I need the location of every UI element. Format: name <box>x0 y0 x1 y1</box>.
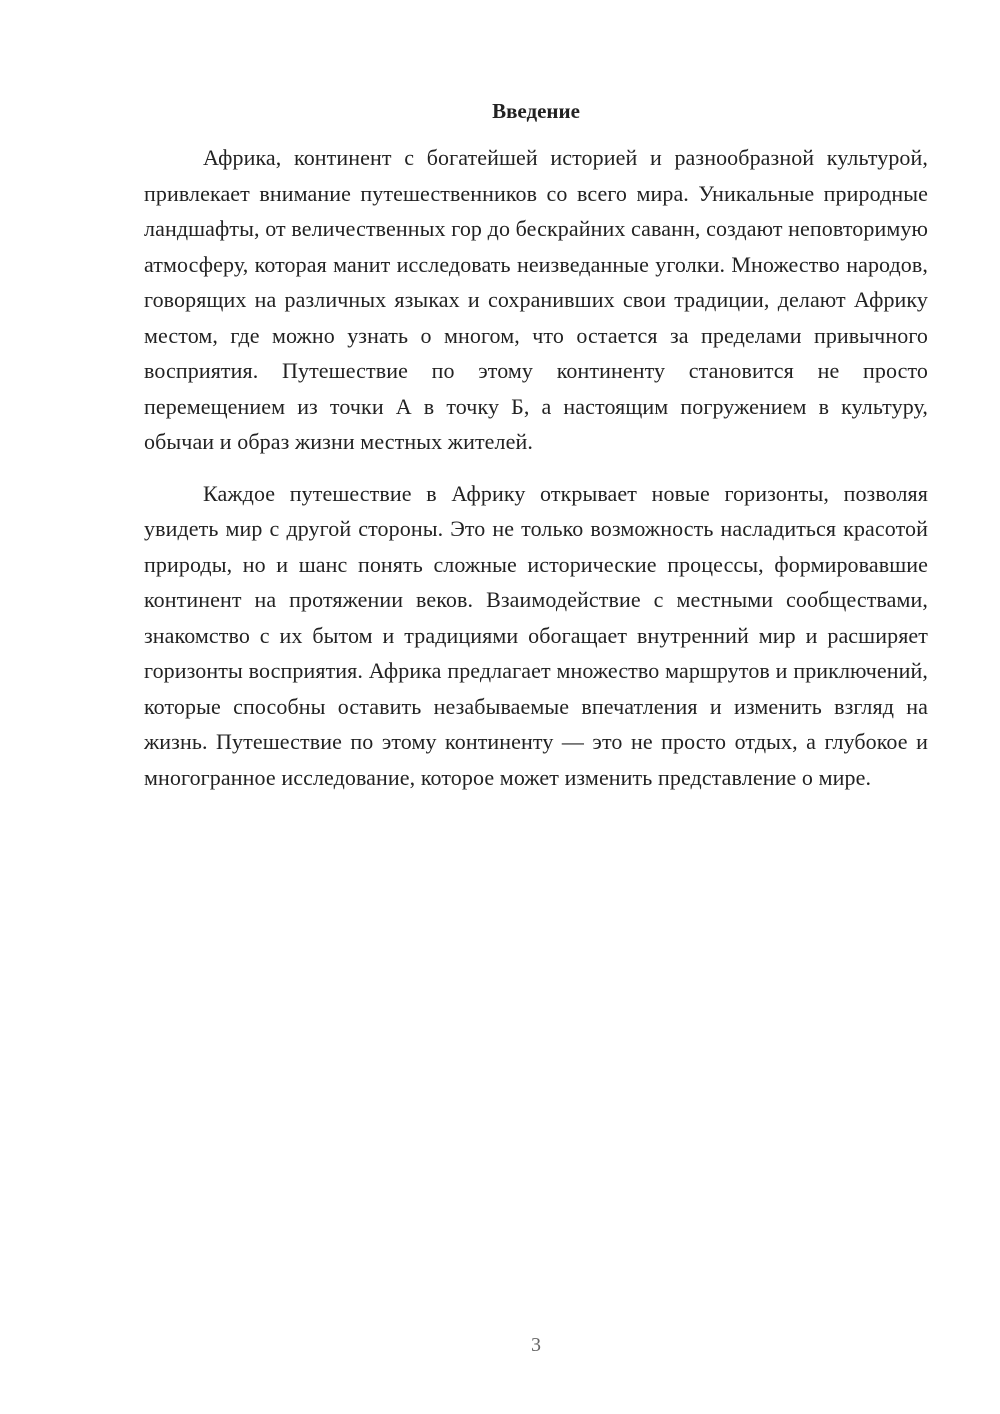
paragraph-travel: Каждое путешествие в Африку открывает новые горизонты, позволяя увидеть мир с другой стороны. Это не только возможность насладиться красотой природы, но и шанс понять сложные исторические процессы, формировавшие континент на протяжении веков. Взаимодействие с местными сообществами, знакомство с их бытом и традициями обогащает внутренний мир и расширяет горизонты восприятия. Африка предлагает множество маршрутов и приключений, которые способны оставить незабываемые впечатления и изменить взгляд на жизнь. Путешествие по этому континенту — это не просто отдых, а глубокое и многогранное исследование, которое может изменить представление о мире. <box>144 480 928 790</box>
page-content <box>144 96 928 795</box>
paragraph-intro: Африка, континент с богатейшей историей и разнообразной культурой, привлекает внимание путешественников со всего мира. Уникальные природные ландшафты, от величественных гор до бескрайних саванн, создают неповторимую атмосферу, которая манит исследовать неизведанные уголки. Множество народов, говорящих на различных языках и сохранивших свои традиции, делают Африку местом, где можно узнать о многом, что остается за пределами привычного восприятия. Путешествие по этому континенту становится не просто перемещением из точки А в точку Б, а настоящим погружением в культуру, обычаи и образ жизни местных жителей. <box>144 145 928 454</box>
page-number: 3 <box>531 1334 541 1356</box>
section-title: Введение <box>492 99 580 123</box>
